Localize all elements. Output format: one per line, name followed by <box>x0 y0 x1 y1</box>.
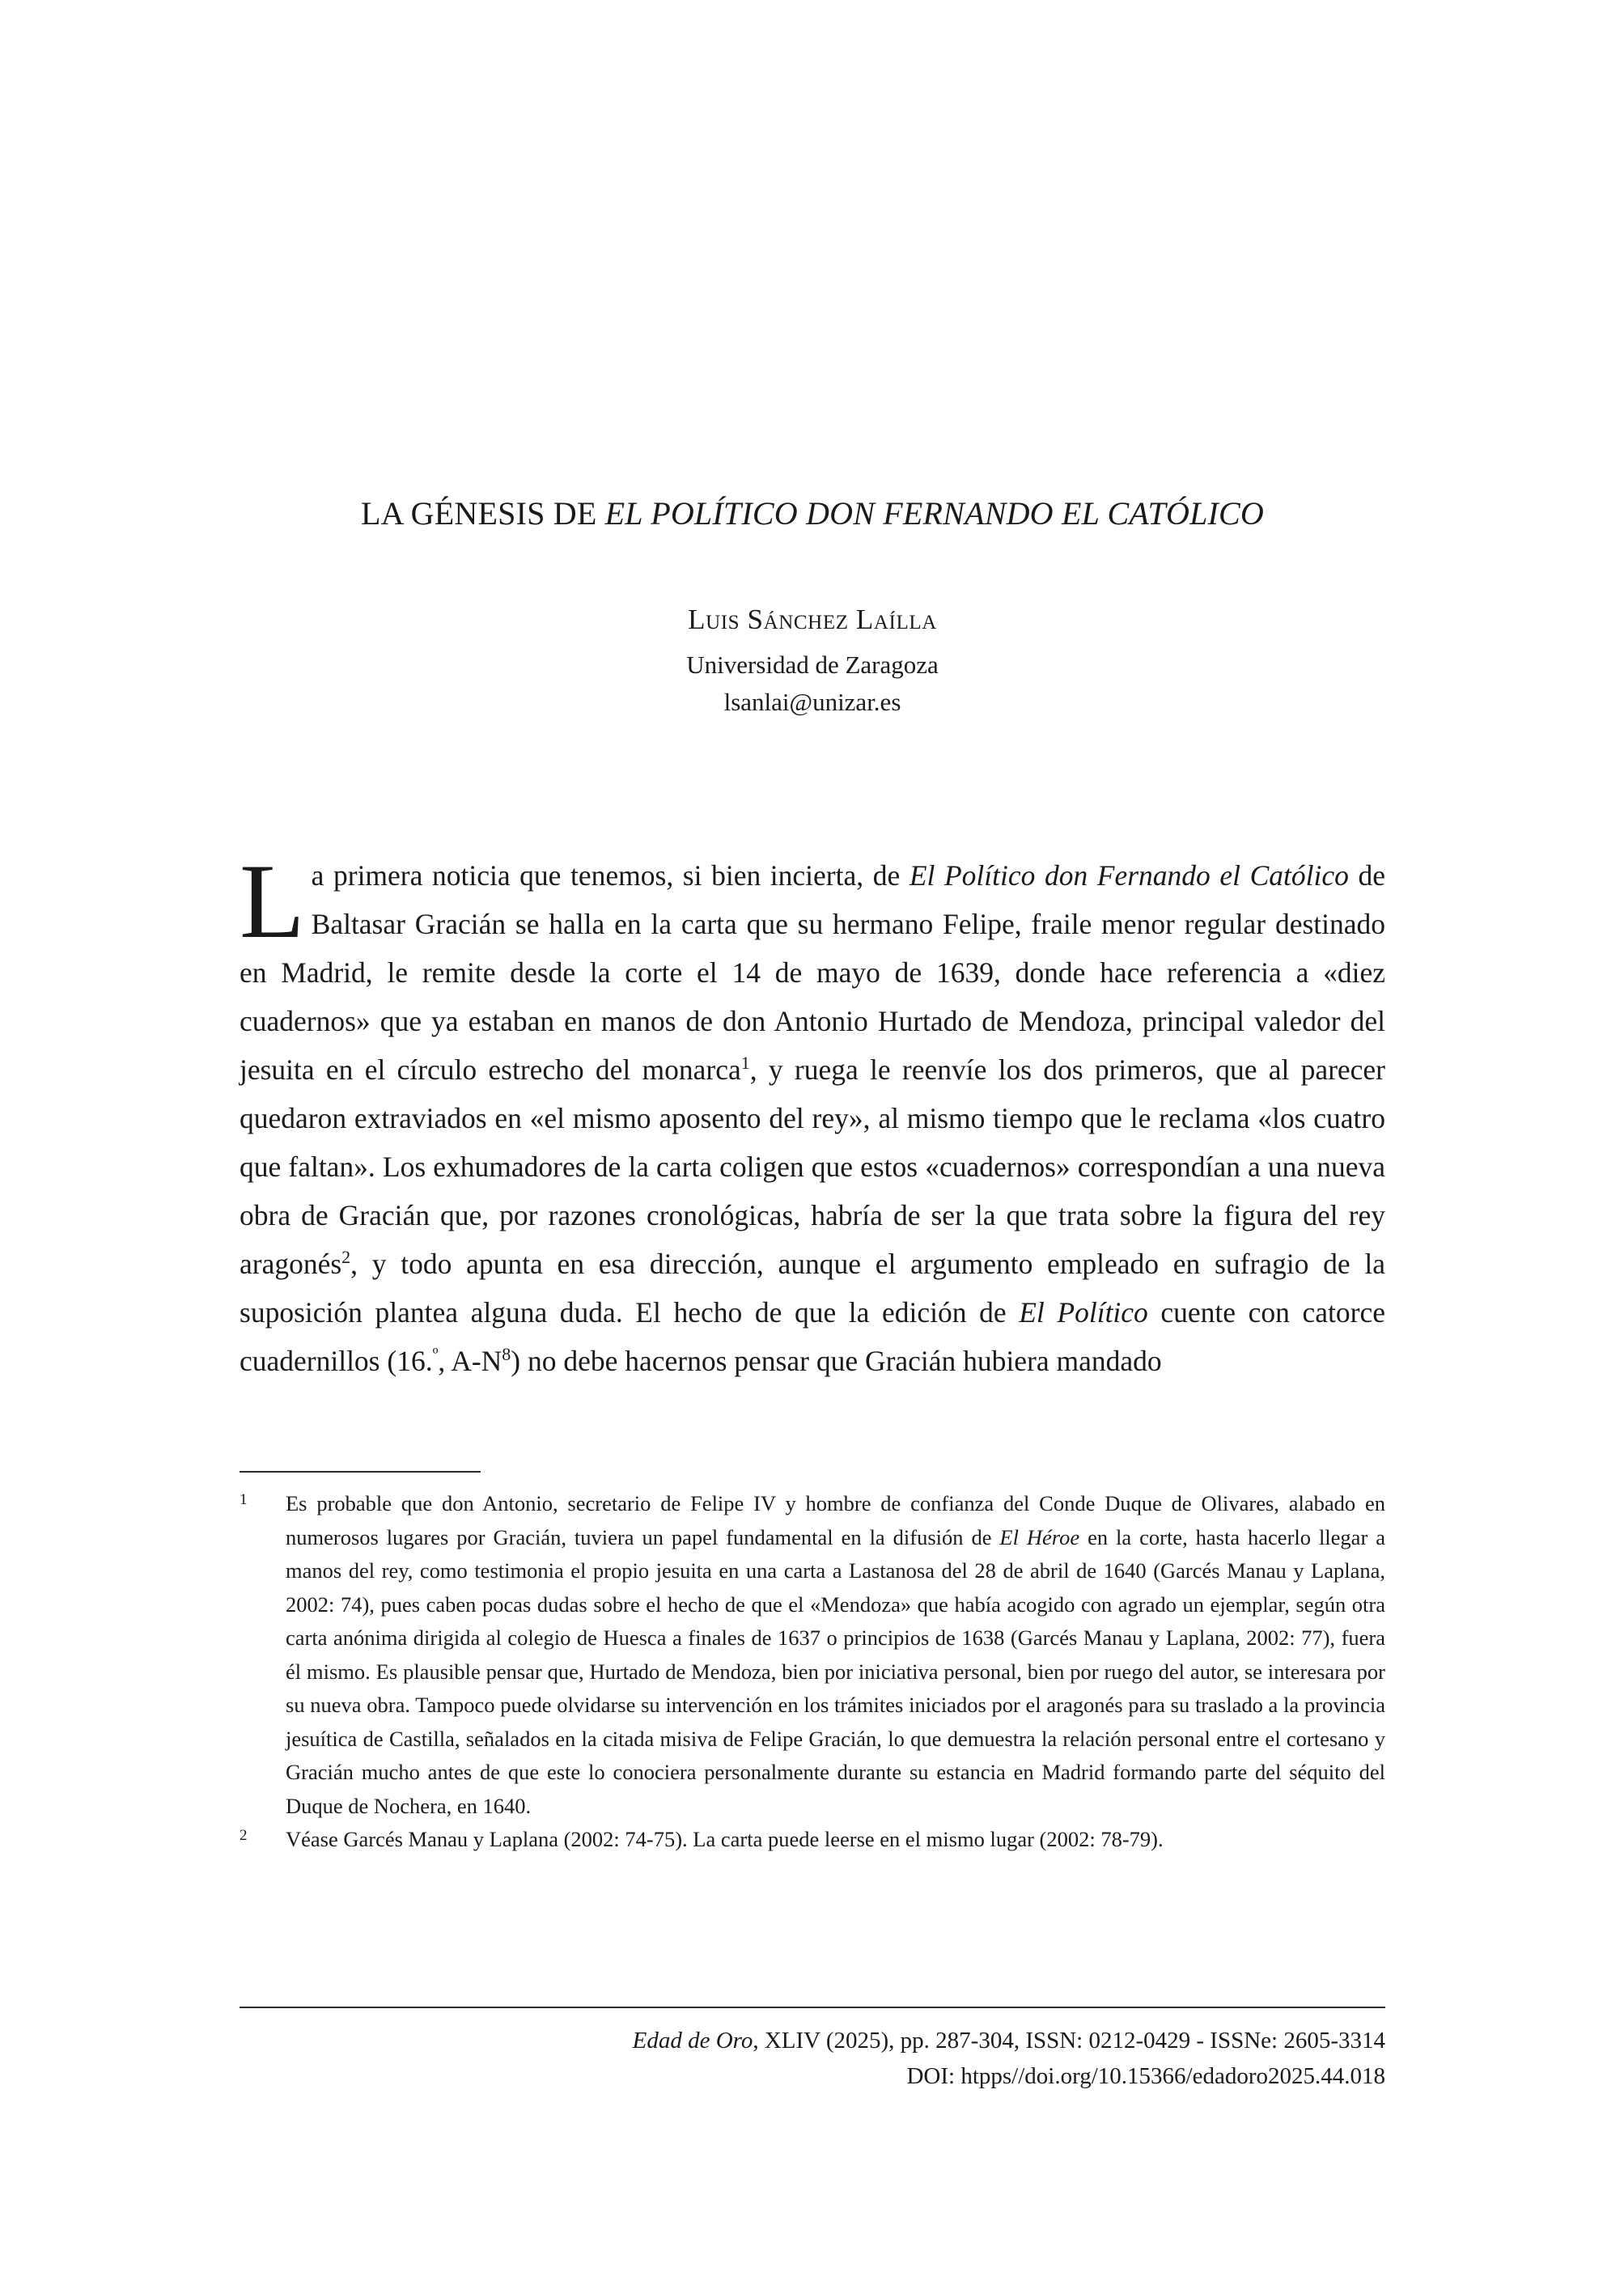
body-run-1f: , A-N <box>438 1345 502 1377</box>
title-work-italic: EL POLÍTICO DON FERNANDO EL CATÓLICO <box>604 494 1265 532</box>
footnote-ref-2[interactable]: 2 <box>341 1247 351 1268</box>
footnotes-block <box>240 1487 1385 1857</box>
body-paragraph-1 <box>240 841 1386 1385</box>
footer-citation-details: , XLIV (2025), pp. 287-304, ISSN: 0212-0429 - ISSNe: 2605-3314 <box>753 2028 1385 2054</box>
work-title-el-politico: El Político <box>1019 1296 1148 1329</box>
signature-exponent: 8 <box>502 1344 511 1365</box>
ordinal-indicator: º <box>432 1344 439 1365</box>
footer-separator-rule <box>240 2007 1385 2008</box>
author-name: Luis Sánchez Laílla <box>688 604 937 635</box>
author-affiliation: Universidad de Zaragoza <box>686 650 939 679</box>
body-run-1a: a primera noticia que tenemos, si bien incierta, de <box>311 859 910 892</box>
footnote-1-text-b: en la corte, hasta hacerlo llegar a manos del rey, como testimonia el propio jesuita en una carta a Lastanosa del 28 de abril de 1640 (Garcés Manau y Laplana, 2002: 74), pues caben pocas dudas sobre el hecho de que el «Mendoza» que había acogido con agrado un ejemplar, según otra carta anónima dirigida al colegio de Huesca a finales de 1637 o principios de 1638 (Garcés Manau y Laplana, 2002: 77), fuera él mismo. Es plausible pensar que, Hurtado de Mendoza, bien por iniciativa personal, bien por ruego del autor, se interesara por su nueva obra. Tampoco puede olvidarse su intervención en los trámites iniciados por el aragonés para su traslado a la provincia jesuítica de Castilla, señalados en la citada misiva de Felipe Gracián, lo que demuestra la relación personal entre el cortesano y Gracián mucho antes de que este lo conociera personalmente durante su estancia en Madrid formando parte del séquito del Duque de Nochera, en 1640. <box>286 1524 1385 1818</box>
work-title-el-politico-don-fernando: El Político don Fernando el Católico <box>909 859 1349 892</box>
page-footer <box>240 2023 1385 2094</box>
footnote-ref-1[interactable]: 1 <box>740 1053 750 1074</box>
body-run-1b: de Baltasar Gracián se halla en la carta que su hermano Felipe, fraile menor regular destinado en Madrid, le remite desde la corte el 14 de mayo de 1639, donde hace referencia a «diez cuadernos» que ya estaban en manos de don Antonio Hurtado de Mendoza, principal valedor del jesuita en el círculo estrecho del monarca <box>240 859 1385 1086</box>
title-prefix: LA GÉNESIS DE <box>360 494 605 532</box>
journal-name: Edad de Oro <box>632 2028 753 2054</box>
body-run-1c: , y ruega le reenvíe los dos primeros, que al parecer quedaron extraviados en «el mismo aposento del rey», al mismo tiempo que le reclama «los cuatro que faltan». Los exhumadores de la carta coligen que estos «cuadernos» correspondían a una nueva obra de Gracián que, por razones cronológicas, habría de ser la que trata sobre la figura del rey aragonés <box>240 1053 1386 1280</box>
footnote-1 <box>240 1487 1385 1823</box>
footnote-2-marker: 2 <box>240 1827 248 1844</box>
body-run-1d: , y todo apunta en esa dirección, aunque el argumento empleado en sufragio de la suposición plantea alguna duda. El hecho de que la edición de <box>240 1248 1385 1329</box>
footnote-separator-rule <box>240 1471 481 1473</box>
byline-block <box>240 602 1385 718</box>
author-email: lsanlai@unizar.es <box>723 688 901 717</box>
footer-citation-line <box>240 2023 1385 2058</box>
body-run-1e: cuente con catorce cuadernillos (16. <box>240 1296 1385 1377</box>
page-title <box>240 494 1385 534</box>
footnote-2 <box>240 1823 1385 1857</box>
footnote-1-text-a: Es probable que don Antonio, secretario de Felipe IV y hombre de confianza del Conde Duque de Olivares, alabado en numerosos lugares por Gracián, tuviera un papel fundamental en la difusión de <box>286 1491 1385 1549</box>
footer-doi-line: DOI: htpps//doi.org/10.15366/edadoro2025.44.018 <box>906 2063 1385 2089</box>
footnote-1-work-el-heroe: El Héroe <box>999 1524 1080 1549</box>
drop-cap: L <box>240 841 305 960</box>
body-text <box>240 841 1386 1385</box>
footnote-1-marker: 1 <box>240 1491 248 1508</box>
body-run-1g: ) no debe hacernos pensar que Gracián hubiera mandado <box>511 1345 1162 1377</box>
footnote-2-text-a: Véase Garcés Manau y Laplana (2002: 74-75). La carta puede leerse en el mismo lugar (2002: 78-79). <box>286 1827 1164 1851</box>
